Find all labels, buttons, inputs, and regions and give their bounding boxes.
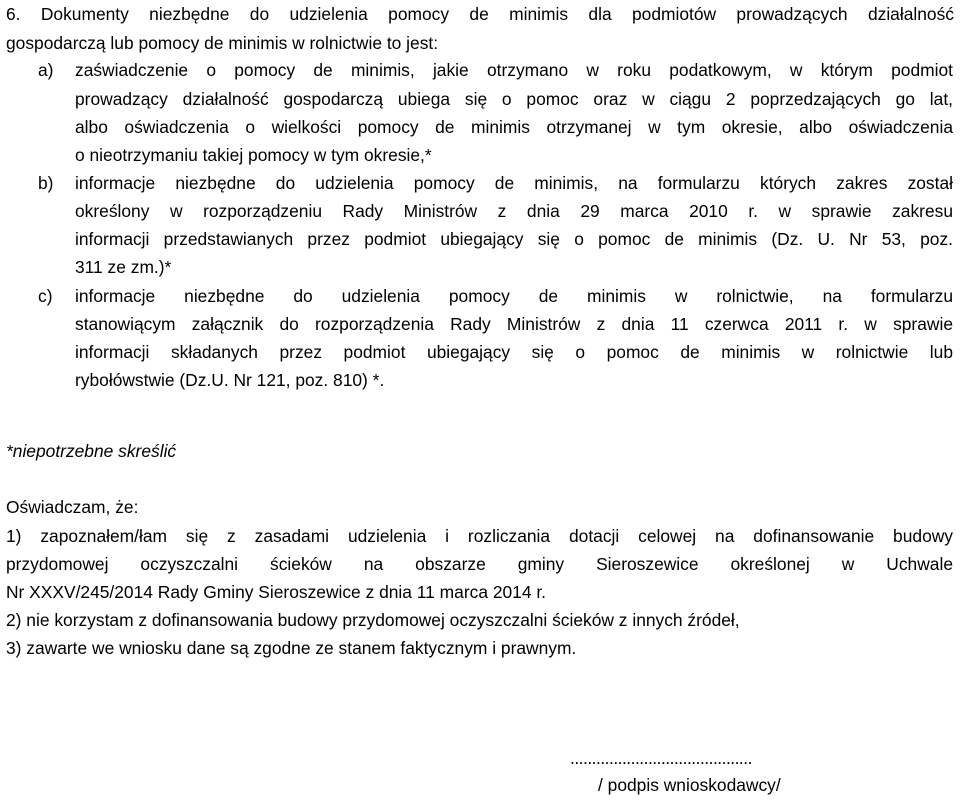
- item-a-line-2: prowadzący działalność gospodarczą ubiega się o pomoc oraz w ciągu 2 poprzedzających go lat,: [75, 89, 953, 109]
- item-c-line-3: informacji składanych przez podmiot ubiegający się o pomoc de minimis w rolnictwie lub: [75, 342, 953, 362]
- declaration-point-1-line-3: Nr XXXV/245/2014 Rady Gminy Sieroszewice z dnia 11 marca 2014 r.: [6, 582, 547, 602]
- item-b-line-3: informacji przedstawianych przez podmiot ubiegający się o pomoc de minimis (Dz. U. Nr 53, poz.: [75, 229, 953, 249]
- declaration-point-1-line-2: przydomowej oczyszczalni ścieków na obszarze gminy Sieroszewice określonej w Uchwale: [6, 554, 953, 574]
- item-c-line-4: rybołówstwie (Dz.U. Nr 121, poz. 810) *.: [75, 370, 385, 390]
- section-heading-line-1: 6. Dokumenty niezbędne do udzielenia pomocy de minimis dla podmiotów prowadzących działalność: [6, 4, 954, 24]
- signature-dotted-line: ..........................................: [570, 748, 752, 768]
- item-a-marker: a): [38, 60, 54, 80]
- item-b-line-1: informacje niezbędne do udzielenia pomocy de minimis, na formularzu których zakres został: [75, 173, 953, 193]
- declaration-point-1-line-1: 1) zapoznałem/łam się z zasadami udzielenia i rozliczania dotacji celowej na dofinansowanie budowy: [6, 526, 953, 546]
- item-c-marker: c): [38, 286, 53, 306]
- item-c-line-1: informacje niezbędne do udzielenia pomocy de minimis w rolnictwie, na formularzu: [75, 286, 953, 306]
- declaration-point-3: 3) zawarte we wniosku dane są zgodne ze stanem faktycznym i prawnym.: [6, 638, 577, 658]
- item-b-line-2: określony w rozporządzeniu Rady Ministrów z dnia 29 marca 2010 r. w sprawie zakresu: [75, 201, 953, 221]
- item-a-line-4: o nieotrzymaniu takiej pomocy w tym okresie,*: [75, 145, 432, 165]
- section-heading-line-2: gospodarczą lub pomocy de minimis w rolnictwie to jest:: [6, 33, 439, 53]
- declaration-point-2: 2) nie korzystam z dofinansowania budowy przydomowej oczyszczalni ścieków z innych źródeł,: [6, 610, 740, 630]
- item-a-line-3: albo oświadczenia o wielkości pomocy de minimis otrzymanej w tym okresie, albo oświadczenia: [75, 117, 953, 137]
- strike-out-note: *niepotrzebne skreślić: [6, 441, 177, 461]
- item-a-line-1: zaświadczenie o pomocy de minimis, jakie otrzymano w roku podatkowym, w którym podmiot: [75, 60, 953, 80]
- item-c-line-2: stanowiącym załącznik do rozporządzenia Rady Ministrów z dnia 11 czerwca 2011 r. w sprawie: [75, 314, 953, 334]
- declaration-intro: Oświadczam, że:: [6, 497, 139, 517]
- item-b-marker: b): [38, 173, 54, 193]
- signature-label: / podpis wnioskodawcy/: [598, 775, 781, 795]
- item-b-line-4: 311 ze zm.)*: [75, 257, 172, 277]
